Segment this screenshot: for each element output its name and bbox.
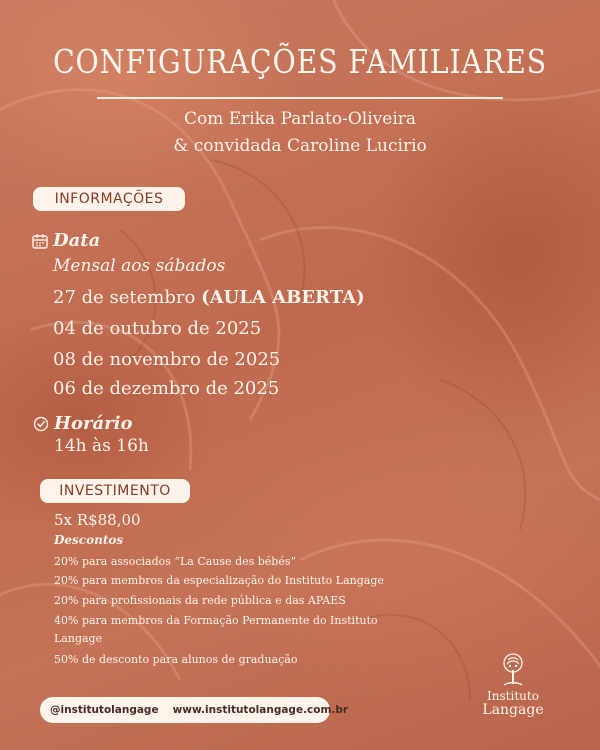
page-title: CONFIGURAÇÕES FAMILIARES	[52, 42, 548, 81]
investment-badge: INVESTIMENTO	[40, 479, 190, 503]
instagram-handle[interactable]: @institutolangage	[50, 704, 159, 716]
price: 5x R$88,00	[54, 511, 141, 529]
discounts-heading: Descontos	[54, 533, 124, 547]
time-heading: Horário	[54, 413, 133, 434]
open-class-tag: (AULA ABERTA)	[201, 287, 365, 308]
date-item-4: 06 de dezembro de 2025	[53, 378, 280, 399]
date-item-2: 04 de outubro de 2025	[53, 318, 262, 339]
date-item-3: 08 de novembro de 2025	[53, 349, 281, 370]
discount-item-4: 40% para membros da Formação Permanente do Instituto	[54, 614, 378, 627]
date-item-1	[53, 287, 365, 308]
logo-line-1: Instituto	[487, 689, 539, 703]
discount-item-4-cont: Langage	[54, 632, 103, 645]
title-divider	[97, 97, 503, 99]
discount-item-1: 20% para associados “La Cause des bébés”	[54, 555, 297, 568]
discount-item-5: 50% de desconto para alunos de graduação	[54, 653, 298, 666]
logo-line-2: Langage	[482, 702, 544, 718]
date-item-1-text: 27 de setembro	[53, 287, 196, 308]
footer-bar	[40, 697, 349, 723]
discount-item-2: 20% para membros da especialização do Instituto Langage	[54, 574, 384, 587]
website-link[interactable]: www.institutolangage.com.br	[172, 704, 349, 716]
institute-logo	[480, 652, 546, 718]
info-badge: INFORMAÇÕES	[33, 187, 185, 211]
tree-logo-icon	[498, 652, 528, 686]
date-heading: Data	[53, 230, 101, 251]
calendar-icon	[32, 233, 48, 249]
subtitle-host: Com Erika Parlato-Oliveira	[183, 109, 417, 129]
date-frequency: Mensal aos sábados	[53, 256, 226, 276]
subtitle-guest: & convidada Caroline Lucirio	[173, 136, 427, 156]
discount-item-3: 20% para profissionais da rede pública e das APAES	[54, 594, 346, 607]
time-value: 14h às 16h	[54, 436, 149, 456]
clock-check-icon	[33, 416, 49, 432]
